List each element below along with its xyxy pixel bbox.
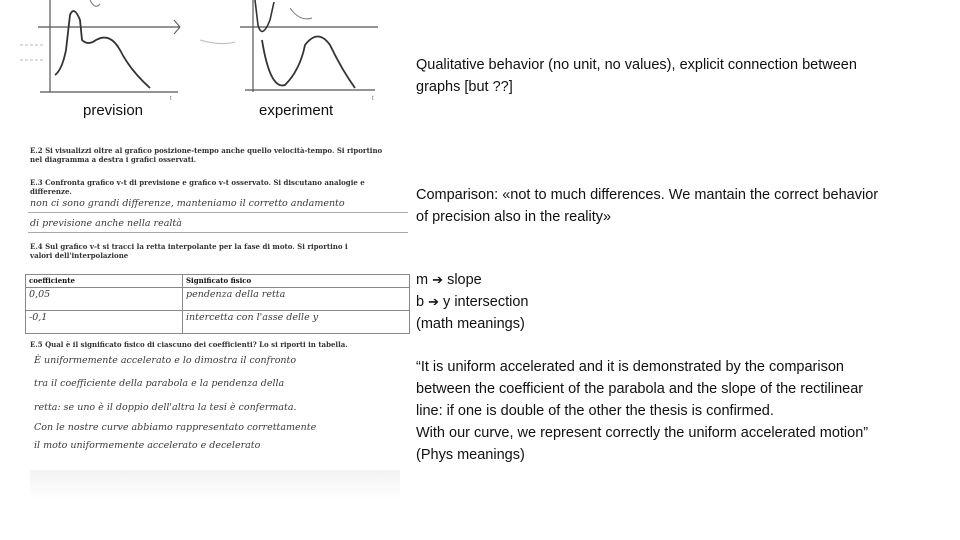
- e3-answer-line: di previsione anche nella realtà: [30, 218, 182, 229]
- table-cell: [183, 288, 410, 311]
- question-e3: E.3 Confronta grafico v-t di previsione e grafico v-t osservato. Si discutano analogie e differenze.: [30, 178, 365, 196]
- note-line: (Phys meanings): [416, 447, 525, 463]
- coefficient-value: -0,1: [29, 312, 48, 323]
- note-comparison: [416, 184, 878, 228]
- e5-answer-line: tra il coefficiente della parabola e la pendenza della: [34, 378, 285, 389]
- note-line: between the coefficient of the parabola and the slope of the rectilinear: [416, 381, 864, 397]
- note-qualitative: [416, 54, 857, 98]
- note-line: line: if one is double of the other the thesis is confirmed.: [416, 403, 774, 419]
- note-math-meanings: [416, 269, 528, 335]
- scanned-worksheet: [0, 0, 410, 540]
- table-cell: [183, 311, 410, 334]
- note-line: “It is uniform accelerated and it is demonstrated by the comparison: [416, 359, 844, 375]
- table-cell: [26, 311, 183, 334]
- note-line: (math meanings): [416, 316, 525, 332]
- svg-text:t: t: [372, 96, 374, 102]
- question-e2: E.2 Si visualizzi oltre al grafico posizione-tempo anche quello velocità-tempo. Si riportino nel diagramma a destra i grafici osservati.: [30, 146, 383, 164]
- arrow-right-icon: ➔: [428, 294, 440, 309]
- e5-answer-line: Con le nostre curve abbiamo rappresentato correttamente: [34, 422, 317, 433]
- question-e4: E.4 Sul grafico v-t si tracci la retta interpolante per la fase di moto. Si riportino i valori dell'interpolazione: [30, 242, 348, 260]
- note-line: b ➔ y intersection: [416, 294, 529, 310]
- experiment-label: experiment: [259, 102, 334, 119]
- e5-answer-line: il moto uniformemente accelerato e decelerato: [34, 440, 261, 451]
- hand-drawn-graphs: [0, 0, 410, 140]
- svg-text:t: t: [170, 96, 172, 102]
- note-line: graphs [but ??]: [416, 79, 513, 95]
- e5-answer-line: È uniformemente accelerato e lo dimostra il confronto: [34, 355, 297, 366]
- note-phys-meanings: [416, 356, 868, 466]
- faint-scan-area: [30, 470, 400, 500]
- meaning-value: pendenza della retta: [186, 289, 286, 300]
- coefficient-value: 0,05: [29, 289, 51, 300]
- note-line: Qualitative behavior (no unit, no values), explicit connection between: [416, 57, 857, 73]
- note-line: m ➔ slope: [416, 272, 482, 288]
- e3-answer-line: non ci sono grandi differenze, manteniamo il corretto andamento: [30, 198, 345, 209]
- divider: [28, 232, 408, 233]
- table-header: Significato fisico: [183, 275, 410, 288]
- table-cell: [26, 288, 183, 311]
- table-header: coefficiente: [26, 275, 183, 288]
- arrow-right-icon: ➔: [432, 272, 444, 287]
- note-line: of precision also in the reality»: [416, 209, 612, 225]
- prevision-label: prevision: [83, 102, 144, 119]
- note-line: Comparison: «not to much differences. We mantain the correct behavior: [416, 187, 879, 203]
- note-line: With our curve, we represent correctly the uniform accelerated motion”: [416, 425, 869, 441]
- question-e5: E.5 Qual è il significato fisico di ciascuno dei coefficienti? Lo si riporti in tabella.: [30, 340, 348, 349]
- coefficient-table: [25, 274, 410, 334]
- meaning-value: intercetta con l'asse delle y: [186, 312, 319, 323]
- divider: [28, 212, 408, 213]
- e5-answer-line: retta: se uno è il doppio dell'altra la tesi è confermata.: [34, 402, 297, 413]
